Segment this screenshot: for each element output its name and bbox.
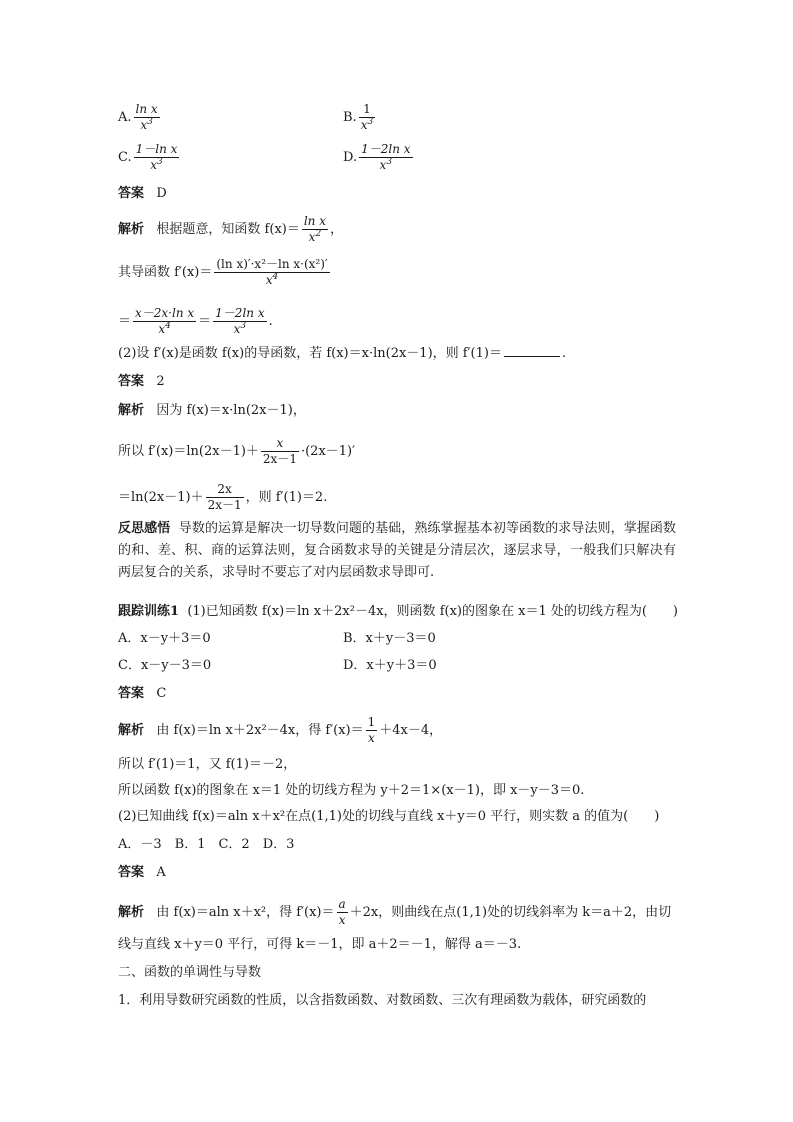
- training-option-c: C．x－y－3＝0: [118, 658, 212, 673]
- fraction: $\frac{\text{ln x}}{x^2}$: [303, 214, 326, 244]
- answer-1: [118, 185, 167, 203]
- solution-2-line-1: 解析 因为 f(x)＝x·ln(2x－1)，: [118, 403, 306, 418]
- option-a-fraction: $\frac{\text{ln x}}{x^3}$: [135, 102, 158, 132]
- option-d: D. $\frac{\text{1－2ln x}}{x^3}$: [343, 142, 411, 172]
- solution-4-line-1: 解析 由 f(x)＝aln x＋x²，得 f′(x)＝ $\frac{a}{x}$ ＋2x，则曲线在点(1,1)处的切线斜率为 k＝a＋2，由切: [118, 897, 672, 927]
- fraction: $\frac{\text{(ln x)′·x²－ln x·(x²)′}}{x^4}$: [216, 257, 328, 287]
- fraction: $\frac{x}{2x-1}$: [262, 436, 297, 466]
- section-heading: 二、函数的单调性与导数: [118, 965, 262, 980]
- answer-value: A: [156, 865, 166, 880]
- answer-blank: [504, 344, 560, 357]
- answer-4: [118, 864, 166, 882]
- training-option-d: D．x＋y＋3＝0: [343, 658, 437, 673]
- solution-1-line-2: 其导函数 f′(x)＝ $\frac{\text{(ln x)′·x²－ln x·(x²)′}}{x^4}$: [118, 257, 328, 287]
- reflection-text: 导数的运算是解决一切导数问题的基础，熟练掌握基本初等函数的求导法则，掌握函数的和、差、积、商的运算法则，复合函数求导的关键是分清层次，逐层求导，一般我们只解决有两层复合的关系，求导时不要忘了对内层函数求导即可.: [118, 521, 676, 580]
- training-question-2: (2)已知曲线 f(x)＝aln x＋x²在点(1,1)处的切线与直线 x＋y＝0 平行，则实数 a 的值为( ): [118, 809, 660, 824]
- training-option-a: A．x－y＋3＝0: [118, 631, 211, 646]
- reflection-paragraph: [118, 518, 676, 584]
- option-a-prefix: A.: [118, 110, 132, 125]
- solution-label: 解析: [118, 723, 145, 738]
- option-b-fraction: $\frac{1}{x^3}$: [360, 102, 374, 132]
- answer-value: C: [156, 686, 167, 701]
- option-c: C. $\frac{\text{1－ln x}}{x^3}$: [118, 142, 178, 172]
- fraction: $\frac{a}{x}$: [338, 897, 346, 927]
- solution-4-line-2: 线与直线 x＋y＝0 平行，可得 k＝－1，即 a＋2＝－1，解得 a＝－3.: [118, 937, 522, 952]
- answer-3: [118, 685, 166, 703]
- solution-3-line-3: 所以函数 f(x)的图象在 x＝1 处的切线方程为 y＋2＝1×(x－1)，即 x－y－3＝0.: [118, 783, 585, 798]
- answer-label: 答案: [118, 686, 145, 701]
- solution-1-line-1: 解析 根据题意，知函数 f(x)＝ $\frac{\text{ln x}}{x^2}$ ，: [118, 214, 344, 244]
- solution-2-line-2: 所以 f′(x)＝ln(2x－1)＋ $\frac{x}{2x-1}$ ·(2x－1)′: [118, 436, 356, 466]
- answer-label: 答案: [118, 865, 145, 880]
- fraction: $\frac{\text{x－2x·ln x}}{x^4}$: [135, 306, 195, 336]
- reflection-label: 反思感悟: [118, 521, 171, 536]
- answer-label: 答案: [118, 374, 145, 389]
- question-2: (2)设 f′(x)是函数 f(x)的导函数，若 f(x)＝x·ln(2x－1)，则 f′(1)＝ .: [118, 346, 567, 361]
- fraction: $\frac{2x}{2x-1}$: [207, 482, 242, 512]
- solution-label: 解析: [118, 905, 145, 920]
- section-item-1: 1．利用导数研究函数的性质，以含指数函数、对数函数、三次有理函数为载体，研究函数的: [118, 993, 647, 1008]
- answer-label: 答案: [118, 186, 145, 201]
- option-c-fraction: $\frac{\text{1－ln x}}{x^3}$: [135, 142, 178, 172]
- training-question-1: 跟踪训练1 (1)已知函数 f(x)＝ln x＋2x²－4x，则函数 f(x)的图象在 x＝1 处的切线方程为( ): [118, 604, 678, 619]
- solution-label: 解析: [118, 222, 145, 237]
- training-option-b: B．x＋y－3＝0: [343, 631, 436, 646]
- fraction: $\frac{\text{1－2ln x}}{x^3}$: [215, 306, 265, 336]
- solution-2-line-3: ＝ln(2x－1)＋ $\frac{2x}{2x-1}$ ，则 f′(1)＝2.: [118, 482, 328, 512]
- option-d-fraction: $\frac{\text{1－2ln x}}{x^3}$: [361, 142, 411, 172]
- training-question-2-options: A．－3 B．1 C．2 D．3: [118, 837, 295, 852]
- option-a: [118, 102, 162, 133]
- fraction: $\frac{1}{x}$: [367, 715, 376, 745]
- answer-value: 2: [156, 374, 165, 389]
- solution-3-line-2: 所以 f′(1)＝1，又 f(1)＝－2，: [118, 757, 297, 772]
- solution-3-line-1: 解析 由 f(x)＝ln x＋2x²－4x，得 f′(x)＝ $\frac{1}{x}$ ＋4x－4，: [118, 715, 443, 745]
- training-title: 跟踪训练1: [118, 604, 180, 619]
- option-b: B. $\frac{1}{x^3}$: [343, 102, 374, 132]
- answer-2: [118, 373, 165, 391]
- answer-value: D: [156, 186, 167, 201]
- solution-label: 解析: [118, 403, 145, 418]
- solution-1-line-3: ＝ $\frac{\text{x－2x·ln x}}{x^4}$ ＝ $\frac{\text{1－2ln x}}{x^3}$ .: [118, 306, 273, 336]
